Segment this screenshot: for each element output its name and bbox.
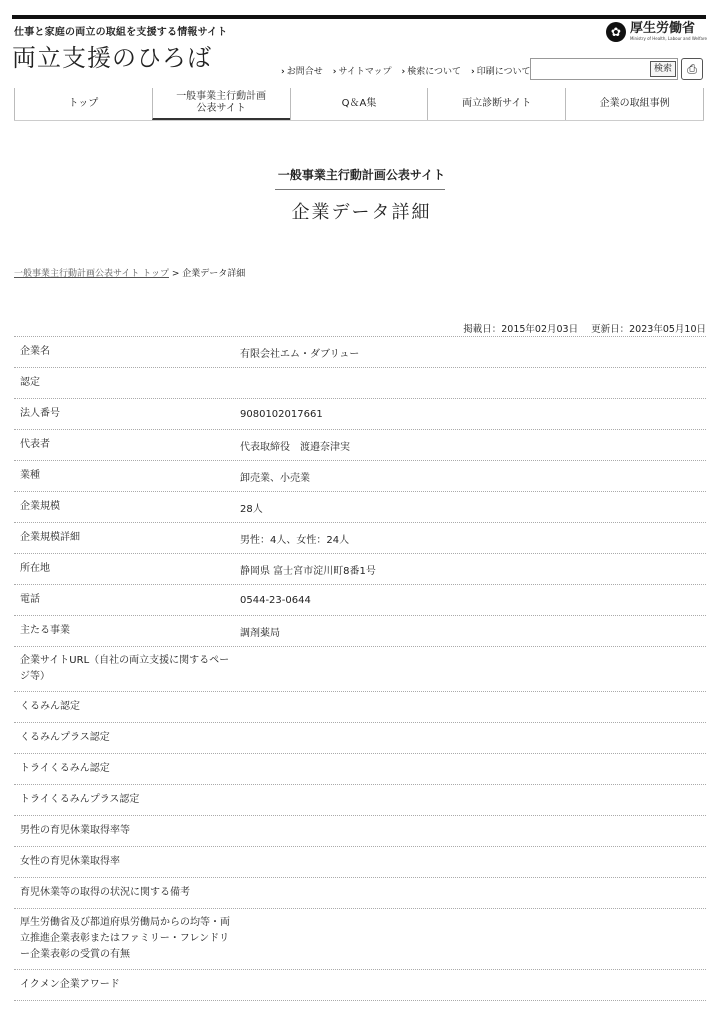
ministry-name: 厚生労働省	[629, 21, 695, 36]
row-label: 男性の育児休業取得率等	[20, 825, 130, 836]
row-value: 男性：4人、女性：24人	[240, 534, 350, 546]
breadcrumb-link[interactable]: 一般事業主行動計画公表サイト トップ	[14, 269, 169, 279]
row-value	[240, 887, 706, 899]
table-row	[14, 523, 706, 554]
updated-date: 更新日：2023年05月10日	[591, 324, 706, 335]
row-value: 0544-23-0644	[240, 594, 311, 606]
ministry-logo-icon: ✿	[606, 22, 626, 42]
table-row	[14, 430, 706, 461]
row-label: 電話	[20, 594, 40, 605]
row-value	[240, 794, 706, 806]
row-label: 女性の育児休業取得率	[20, 856, 120, 867]
row-label: 厚生労働省及び都道府県労働局からの均等・両立推進企業表彰またはファミリー・フレンドリー企業表彰の受賞の有無	[20, 917, 230, 960]
print-help-link[interactable]: › 印刷について	[471, 64, 531, 77]
row-value	[240, 763, 706, 775]
nav-case-studies[interactable]: 企業の取組事例	[565, 88, 704, 120]
row-label: 代表者	[20, 439, 50, 450]
row-label: トライくるみんプラス認定	[20, 794, 140, 805]
row-value: 代表取締役 渡邉奈津実	[240, 441, 350, 453]
global-nav	[14, 88, 704, 121]
row-value: 9080102017661	[240, 408, 323, 420]
dates	[463, 321, 706, 335]
site-title[interactable]: 両立支援のひろば	[12, 44, 212, 72]
row-label: 所在地	[20, 563, 50, 574]
row-value	[240, 377, 706, 389]
search-button[interactable]: 検索	[650, 61, 676, 77]
row-label: 業種	[20, 470, 40, 481]
row-label: くるみん認定	[20, 701, 80, 712]
table-row	[14, 970, 706, 1001]
table-row	[14, 616, 706, 647]
row-label: くるみんプラス認定	[20, 732, 110, 743]
contact-link[interactable]: › お問合せ	[281, 64, 323, 77]
table-row	[14, 754, 706, 785]
table-row	[14, 847, 706, 878]
table-row	[14, 368, 706, 399]
table-row	[14, 337, 706, 368]
table-row	[14, 585, 706, 616]
table-row	[14, 692, 706, 723]
header-top-rule	[12, 15, 706, 19]
row-value	[240, 663, 706, 675]
page-title: 企業データ詳細	[291, 202, 432, 223]
table-row	[14, 909, 706, 970]
table-row	[14, 461, 706, 492]
row-value	[240, 979, 706, 991]
row-label: 法人番号	[20, 408, 60, 419]
row-value	[240, 825, 706, 837]
table-row	[14, 785, 706, 816]
printer-icon[interactable]: ⎙	[681, 58, 703, 80]
posted-date: 掲載日：2015年02月03日	[463, 324, 579, 335]
section-title: 一般事業主行動計画公表サイト	[277, 168, 446, 182]
search-help-link[interactable]: › 検索について	[401, 64, 461, 77]
row-label: 主たる事業	[20, 625, 70, 636]
breadcrumb	[14, 266, 245, 279]
row-value	[240, 732, 706, 744]
title-divider	[275, 189, 445, 190]
utility-nav	[281, 64, 531, 77]
ministry-logo[interactable]	[606, 22, 707, 42]
row-value: 卸売業、小売業	[240, 472, 310, 484]
site-tagline: 仕事と家庭の両立の取組を支援する情報サイト	[14, 27, 228, 38]
table-row	[14, 492, 706, 523]
ministry-name-en: Ministry of Health, Labour and Welfare	[629, 36, 707, 41]
row-value	[240, 933, 706, 945]
row-label: 企業規模詳細	[20, 532, 80, 543]
row-value: 有限会社エム・ダブリュー	[240, 348, 360, 360]
table-row	[14, 878, 706, 909]
row-value	[240, 856, 706, 868]
row-value	[240, 701, 706, 713]
row-label: 育児休業等の取得の状況に関する備考	[20, 887, 190, 898]
row-value: 静岡県 富士宮市淀川町8番1号	[240, 565, 376, 577]
table-row	[14, 554, 706, 585]
row-label: 認定	[20, 377, 40, 388]
nav-action-plan[interactable]: 一般事業主行動計画 公表サイト	[152, 88, 290, 120]
row-value: 28人	[240, 503, 263, 515]
nav-diagnosis[interactable]: 両立診断サイト	[427, 88, 565, 120]
table-row	[14, 647, 706, 692]
table-row	[14, 399, 706, 430]
breadcrumb-current: 企業データ詳細	[182, 269, 246, 279]
row-label: 企業規模	[20, 501, 60, 512]
breadcrumb-separator: >	[171, 269, 180, 279]
row-value: 調剤薬局	[240, 627, 280, 639]
table-row	[14, 816, 706, 847]
company-detail-table	[14, 336, 706, 1001]
table-row	[14, 723, 706, 754]
sitemap-link[interactable]: › サイトマップ	[333, 64, 392, 77]
row-label: トライくるみん認定	[20, 763, 110, 774]
row-label: 企業サイトURL（自社の両立支援に関するページ等）	[20, 655, 230, 682]
nav-qa[interactable]: Q＆A集	[290, 88, 428, 120]
nav-top[interactable]: トップ	[14, 88, 152, 120]
row-label: イクメン企業アワード	[20, 979, 120, 990]
row-label: 企業名	[20, 346, 50, 357]
